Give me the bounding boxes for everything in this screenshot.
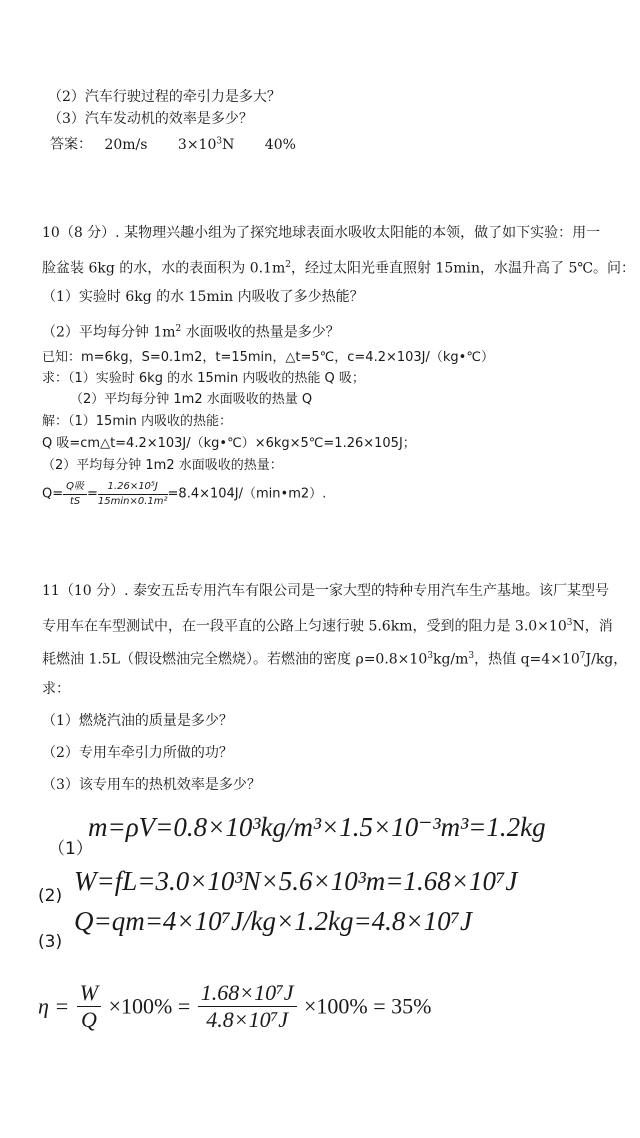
q10-find2: （2）平均每分钟 1m2 水面吸收的热量 Q [70, 392, 313, 407]
q10-line2: 脸盆装 6kg 的水，水的表面积为 $0.1m^2$，经过太阳光垂直照射 15min，水温升高了 5℃。问： [42, 260, 636, 277]
solution-eq-efficiency: η = $\frac{W}{Q}$ ×100% = $\frac{\text{1.68×10⁷J}}{\text{4.8×10⁷J}}$ ×100% = 35% [38, 980, 432, 1032]
q10-find1: 求：（1）实验时 6kg 的水 15min 内吸收的热能 Q 吸； [42, 371, 365, 386]
q11-sub2: （2）专用车牵引力所做的功？ [42, 745, 233, 761]
solution-eq-heat: Q=qm=4×10⁷J/kg×1.2kg=4.8×10⁷J [74, 906, 473, 936]
answer-label: 答案： [50, 136, 92, 153]
solution-eq-work: W=fL=3.0×10³N×5.6×10³m=1.68×10⁷J [74, 866, 518, 896]
q10-known: 已知：m=6kg，S=0.1m2，t=15min，△t=5℃，c=4.2×103J/（kg•℃） [42, 350, 494, 365]
solution-label-1: （1） [48, 839, 93, 859]
q11-line2: 专用车在车型测试中，在一段平直的公路上匀速行驶 5.6km，受到的阻力是 $3.0\times 10^3N$，消 [42, 618, 613, 635]
q11-sub3: （3）该专用车的热机效率是多少？ [42, 777, 261, 793]
q9-sub2: （2）汽车行驶过程的牵引力是多大？ [48, 89, 281, 105]
q9-answer [50, 132, 296, 154]
q11-line3: 耗燃油 1.5L（假设燃油完全燃烧）。若燃油的密度 $\rho=0.8\times 10^3kg/m^3$，热值 $q=4\times 10^7J/kg$， [42, 651, 628, 668]
fraction-q-over-ts: $\frac{\text{Q吸}}{tS}$ [63, 480, 87, 509]
answer-efficiency: 40% [264, 136, 296, 153]
q10-solution1: 解：（1）15min 内吸收的热能： [42, 414, 232, 429]
fraction-efficiency-values: $\frac{\text{1.68×10⁷J}}{\text{4.8×10⁷J}}$ [198, 980, 297, 1033]
q10-solution2: （2）平均每分钟 1m2 水面吸收的热量： [42, 458, 283, 473]
q10-sub2: （2）平均每分钟 $1m^2$ 水面吸收的热量是多少？ [42, 324, 340, 341]
q11-line4: 求： [42, 681, 70, 697]
answer-force: $3\times 10^3N$ [177, 136, 235, 153]
solution-eq-mass: m=ρV=0.8×10³kg/m³×1.5×10⁻³m³=1.2kg [88, 812, 546, 842]
solution-label-3: (3) [38, 932, 63, 952]
q11-line1: 11（10 分）. 泰安五岳专用汽车有限公司是一家大型的特种专用汽车生产基地。该厂某型号 [42, 583, 609, 599]
fraction-value: $\frac{\text{1.26×10⁵J}}{\text{15min×0.1m²}}$ [97, 481, 168, 507]
solution-label-2: (2) [38, 886, 63, 906]
q10-solution1-eq: Q 吸=cm△t=4.2×103J/（kg•℃）×6kg×5℃=1.26×105J； [42, 436, 416, 451]
q10-solution2-eq: Q= $\frac{\text{Q吸}}{tS}$ = $\frac{\text{1.26×10⁵J}}{\text{15min×0.1m²}}$ =8.4×104J/（min•m2）. [42, 481, 327, 507]
fraction-w-over-q: $\frac{W}{Q}$ [77, 980, 101, 1033]
q9-sub3: （3）汽车发动机的效率是多少？ [48, 111, 253, 127]
q10-sub1: （1）实验时 6kg 的水 15min 内吸收了多少热能？ [42, 289, 364, 305]
answer-speed: 20m/s [104, 136, 148, 153]
q11-sub1: （1）燃烧汽油的质量是多少？ [42, 713, 233, 729]
q10-line1: 10（8 分）. 某物理兴趣小组为了探究地球表面水吸收太阳能的本领，做了如下实验：用一 [42, 225, 601, 241]
